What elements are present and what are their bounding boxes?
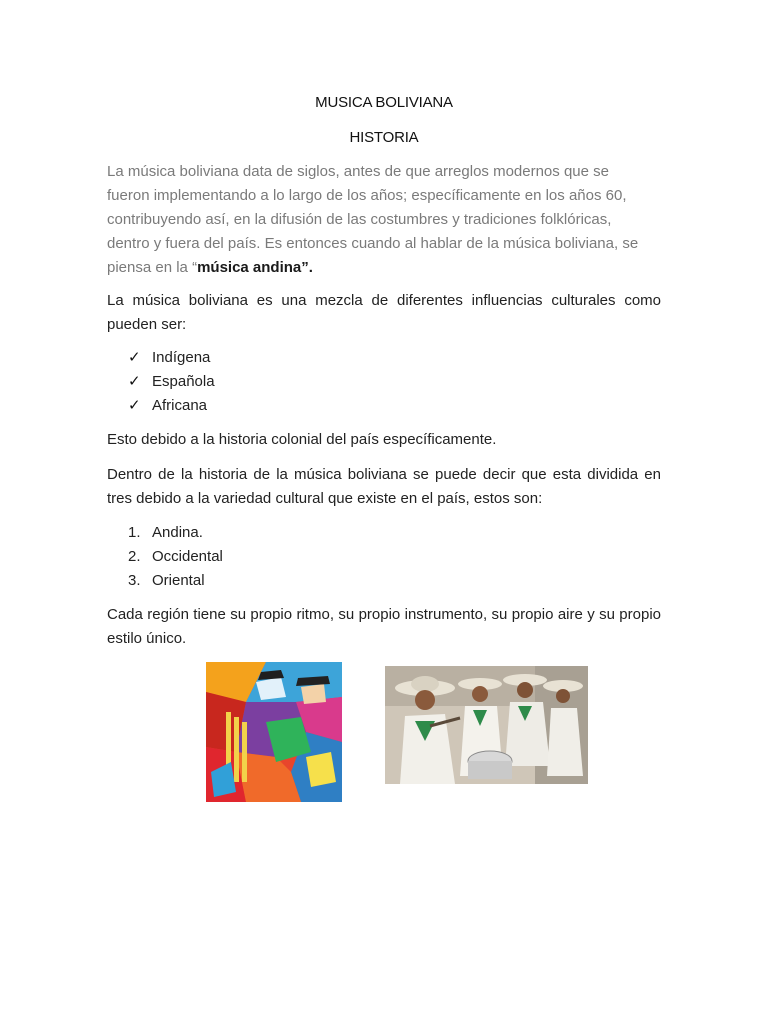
list-item — [128, 545, 223, 569]
checkmark-icon: ✓ — [128, 397, 141, 414]
checkmark-icon: ✓ — [128, 373, 141, 390]
intro-line-last — [107, 256, 661, 280]
musica-andina-emphasis: música andina”. — [197, 259, 313, 276]
intro-last-prefix: piensa en la “ — [107, 259, 198, 276]
intro-line: contribuyendo así, en la difusión de las costumbres y tradiciones folklóricas, — [107, 211, 612, 228]
closing-paragraph: Cada región tiene su propio ritmo, su propio instrumento, su propio aire y su propio estilo único. — [107, 606, 661, 647]
influence-label: Africana — [152, 397, 208, 414]
list-number: 1. — [128, 524, 141, 541]
list-item — [128, 521, 223, 545]
intro-line: fueron implementando a lo largo de los años; específicamente en los años 60, — [107, 187, 627, 204]
influence-label: Indígena — [152, 349, 211, 366]
list-item — [128, 346, 215, 370]
list-item — [128, 394, 215, 418]
list-item — [128, 370, 215, 394]
checkmark-icon: ✓ — [128, 349, 141, 366]
list-number: 2. — [128, 548, 141, 565]
influences-paragraph: La música boliviana es una mezcla de diferentes influencias culturales como pueden ser: — [107, 292, 661, 333]
list-item — [128, 569, 223, 593]
musicians-photo — [385, 666, 588, 784]
intro-line: La música boliviana data de siglos, antes de que arreglos modernos que se — [107, 163, 609, 180]
region-label: Occidental — [152, 548, 223, 565]
influences-list — [128, 346, 215, 418]
intro-line: dentro y fuera del país. Es entonces cuando al hablar de la música boliviana, se — [107, 235, 639, 252]
colonial-paragraph: Esto debido a la historia colonial del país específicamente. — [107, 431, 497, 448]
region-label: Andina. — [152, 524, 203, 541]
section-heading: HISTORIA — [349, 129, 419, 146]
intro-paragraph — [107, 160, 661, 280]
influence-label: Española — [152, 373, 215, 390]
list-number: 3. — [128, 572, 141, 589]
regions-paragraph: Dentro de la historia de la música boliviana se puede decir que esta dividida en tres debido a la variedad cultural que existe en el país, estos son: — [107, 466, 661, 507]
document-title: MUSICA BOLIVIANA — [315, 94, 453, 111]
regions-list — [128, 521, 223, 593]
region-label: Oriental — [152, 572, 205, 589]
andean-musicians-painting — [206, 662, 342, 802]
